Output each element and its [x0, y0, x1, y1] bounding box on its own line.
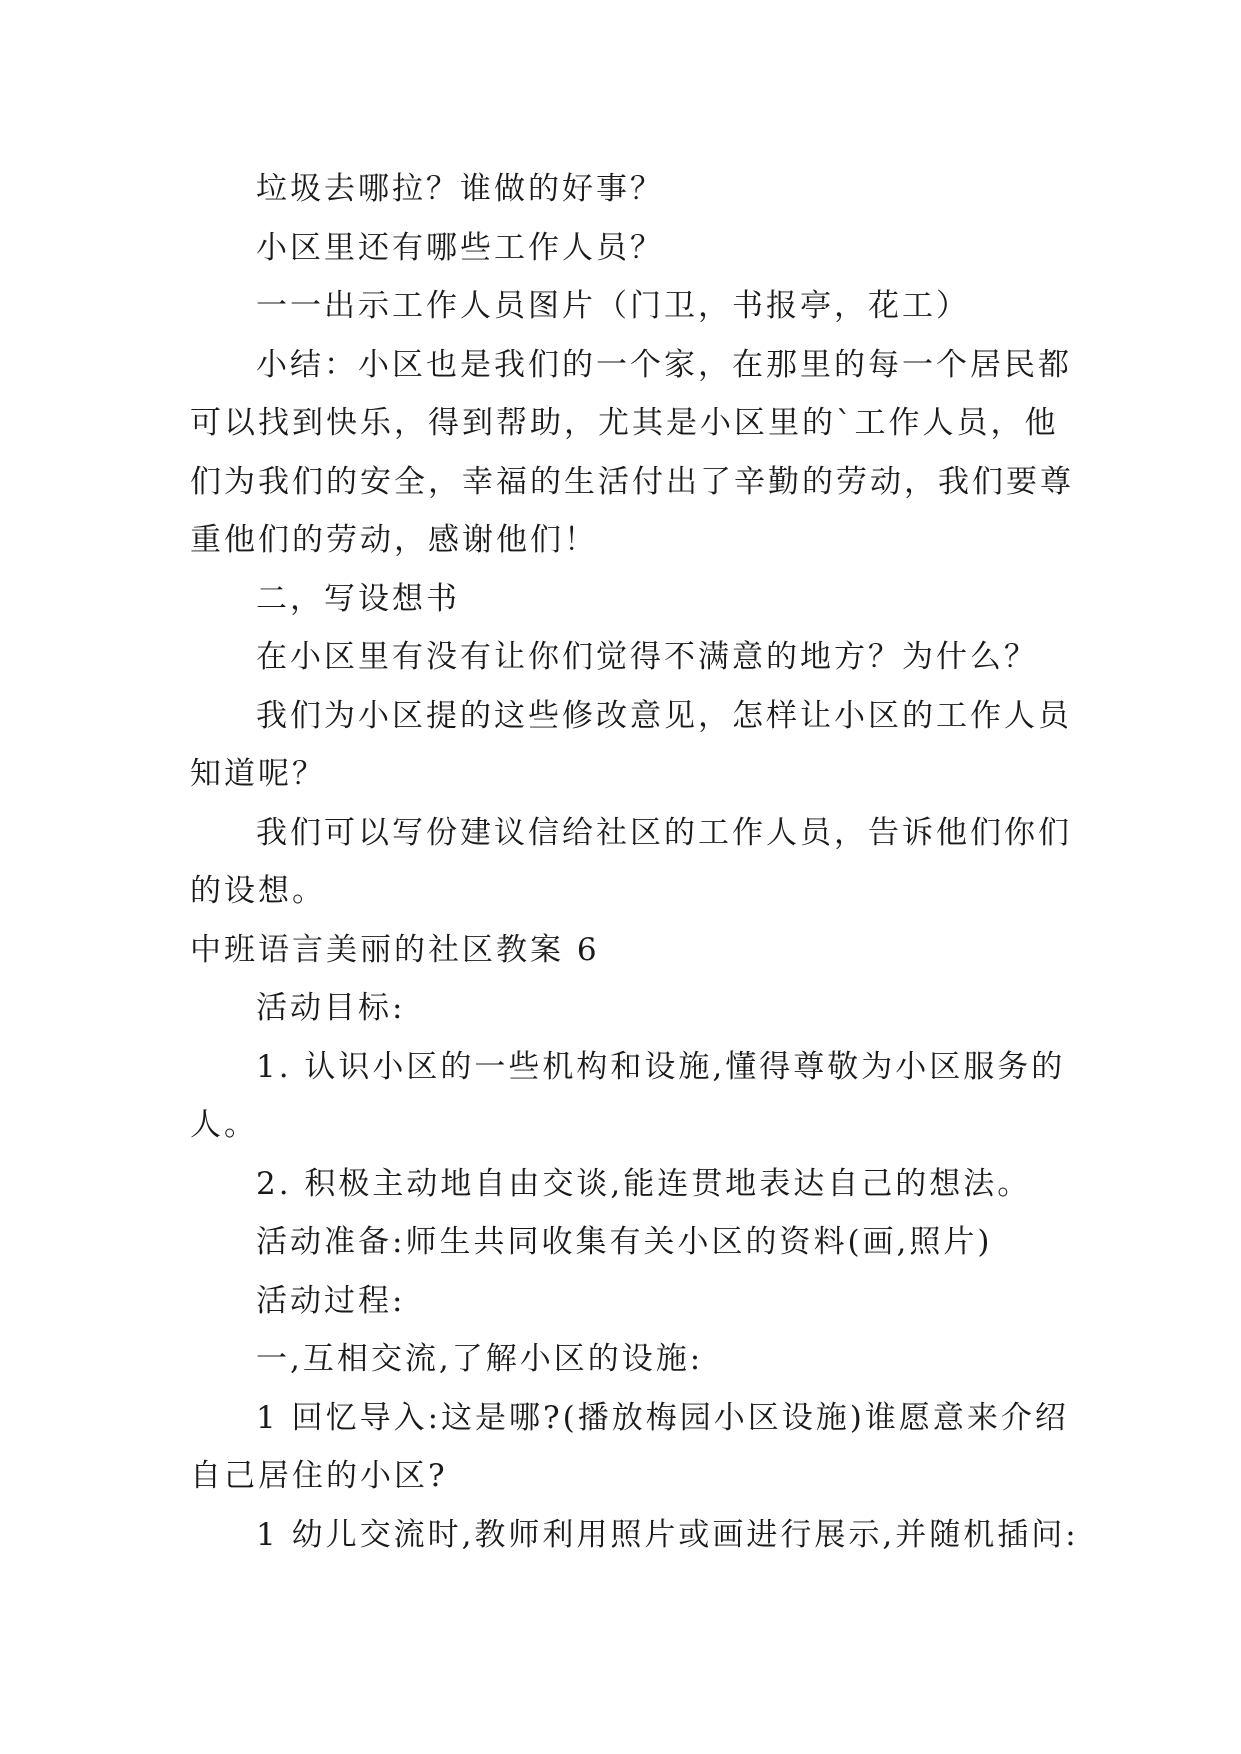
- paragraph-line: 我们可以写份建议信给社区的工作人员，告诉他们你们: [256, 814, 1072, 851]
- document-body: [190, 160, 1079, 1564]
- list-item: 2. 积极主动地自由交谈,能连贯地表达自己的想法。: [256, 1165, 1032, 1202]
- paragraph-line: 垃圾去哪拉？谁做的好事？: [256, 171, 664, 207]
- paragraph-line: 人。: [190, 1107, 258, 1143]
- section-heading: 一,互相交流,了解小区的设施:: [256, 1341, 704, 1377]
- section-heading: 二，写设想书: [256, 580, 460, 617]
- paragraph-line: 的设想。: [190, 873, 326, 909]
- paragraph-line: 我们为小区提的这些修改意见，怎样让小区的工作人员: [256, 697, 1072, 734]
- paragraph-line: 活动准备:师生共同收集有关小区的资料(画,照片): [256, 1224, 993, 1260]
- list-item: 1 回忆导入:这是哪?(播放梅园小区设施)谁愿意来介绍: [256, 1399, 1069, 1436]
- list-item: 1 幼儿交流时,教师利用照片或画进行展示,并随机插问:: [256, 1516, 1079, 1553]
- paragraph-line: 自己居住的小区?: [190, 1458, 448, 1494]
- section-heading: 活动过程:: [256, 1282, 406, 1319]
- section-heading: 活动目标:: [256, 990, 406, 1026]
- paragraph-line: 小区里还有哪些工作人员？: [256, 229, 664, 266]
- paragraph-line: 可以找到快乐，得到帮助，尤其是小区里的`工作人员，他: [190, 405, 1059, 441]
- list-item: 1. 认识小区的一些机构和设施,懂得尊敬为小区服务的: [256, 1048, 1066, 1085]
- document-title: 中班语言美丽的社区教案 6: [190, 931, 600, 968]
- paragraph-line: 小结：小区也是我们的一个家，在那里的每一个居民都: [256, 346, 1072, 383]
- paragraph-line: 重他们的劳动，感谢他们！: [190, 522, 598, 558]
- paragraph-line: 知道呢？: [190, 756, 326, 792]
- paragraph-line: 一一出示工作人员图片（门卫，书报亭，花工）: [256, 288, 970, 324]
- paragraph-line: 在小区里有没有让你们觉得不满意的地方？为什么？: [256, 639, 1038, 675]
- paragraph-line: 们为我们的安全，幸福的生活付出了辛勤的劳动，我们要尊: [190, 463, 1074, 500]
